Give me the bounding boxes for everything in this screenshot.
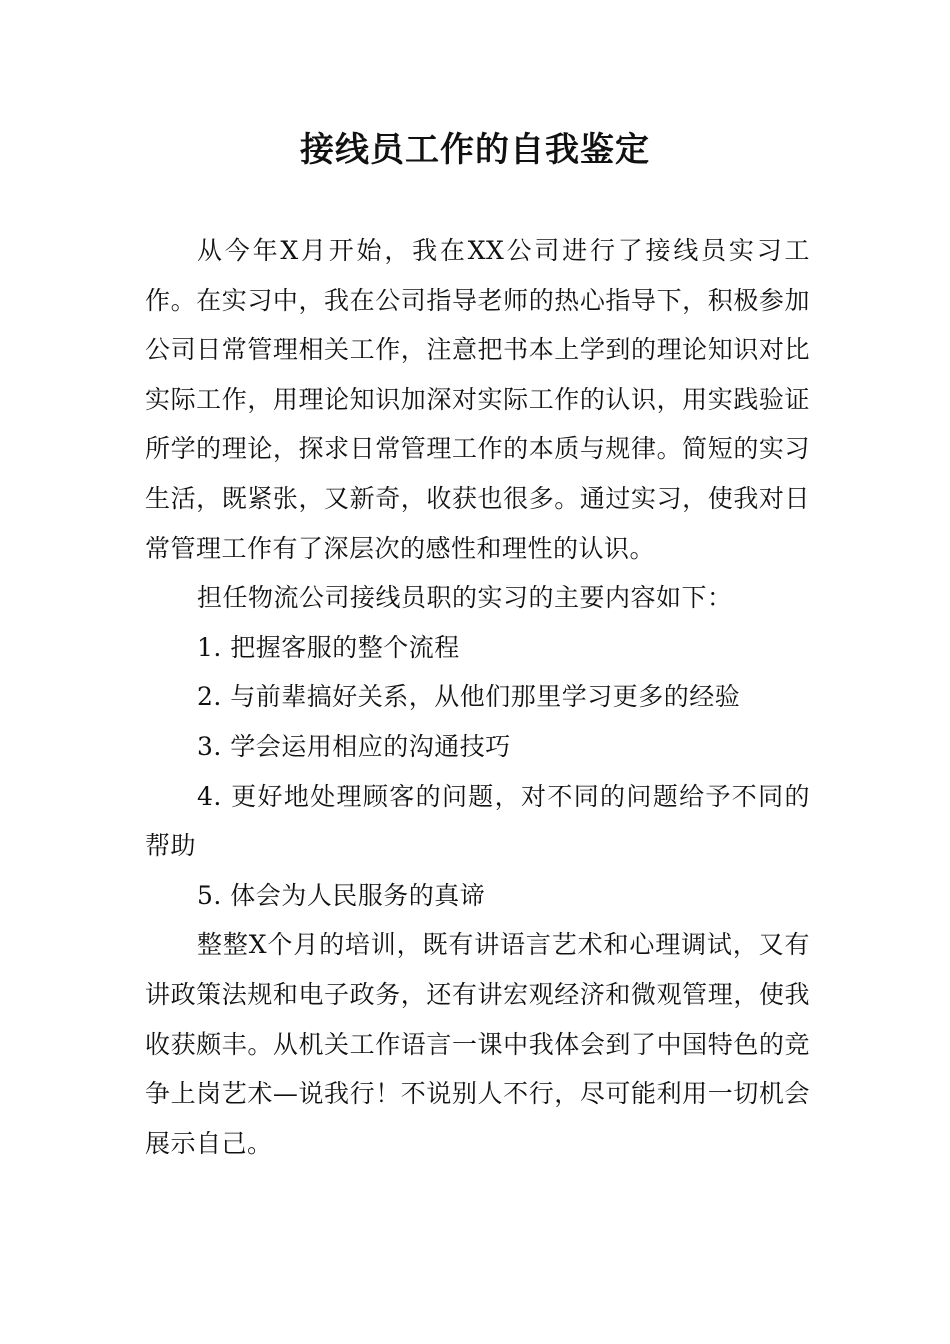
list-item-1: 1. 把握客服的整个流程 [197,632,460,662]
list-item-3: 3. 学会运用相应的沟通技巧 [197,731,511,761]
list-item-5: 5. 体会为人民服务的真谛 [197,880,486,910]
paragraph-intro: 从今年X月开始，我在XX公司进行了接线员实习工作。在实习中，我在公司指导老师的热心指导下，积极参加公司日常管理相关工作，注意把书本上学到的理论知识对比实际工作，用理论知识加深对实际工作的认识，用实践验证所学的理论，探求日常管理工作的本质与规律。简短的实习生活，既紧张，又新奇，收获也很多。通过实习，使我对日常管理工作有了深层次的感性和理性的认识。 [145,236,810,563]
document-body [145,226,810,1168]
paragraph-content-heading: 担任物流公司接线员职的实习的主要内容如下： [197,583,733,613]
list-item-4: 4. 更好地处理顾客的问题，对不同的问题给予不同的帮助 [145,781,810,861]
list-item-2: 2. 与前辈搞好关系，从他们那里学习更多的经验 [197,682,741,712]
document-title: 接线员工作的自我鉴定 [300,130,650,170]
paragraph-training: 整整X个月的培训，既有讲语言艺术和心理调试，又有讲政策法规和电子政务，还有讲宏观经济和微观管理，使我收获颇丰。从机关工作语言一课中我体会到了中国特色的竞争上岗艺术—说我行！不说别人不行，尽可能利用一切机会展示自己。 [145,930,810,1158]
